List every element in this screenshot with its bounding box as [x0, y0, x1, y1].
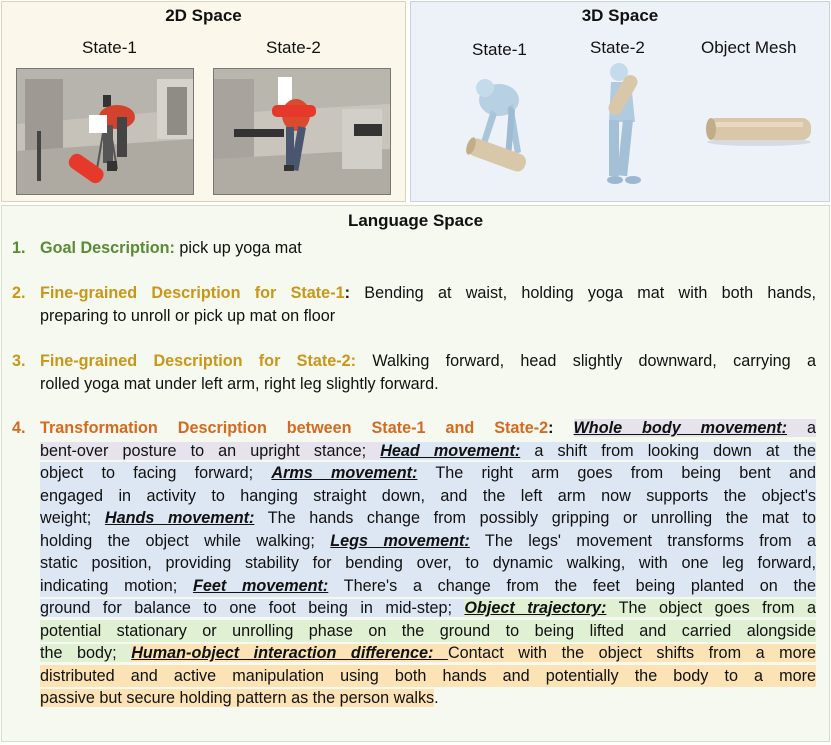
item-transformation [12, 417, 817, 710]
hands-text-2: holding the object while walking; [40, 531, 331, 550]
item-3-line-1: Walking forward, head slightly downward, carrying a [356, 352, 816, 370]
hoi-text-3: passive but secure holding pattern as the person walks [40, 689, 435, 707]
hands-text-1: The hands change from possibly gripping or unrolling the mat to [254, 509, 817, 527]
panel-2d-title: 2D Space [165, 6, 242, 25]
feet-keyword: Feet movement: [192, 576, 329, 595]
item-2-line-2: preparing to unroll or pick up mat on floor [40, 306, 336, 325]
feet-text-2: ground for balance to one foot being in mid-step; [40, 599, 465, 617]
state1-3d-label: State-1 [472, 40, 527, 59]
item-2-line-1: Bending at waist, holding yoga mat with both hands, [349, 284, 816, 302]
whole-body-text-1: a [787, 419, 816, 437]
panel-3d-space [410, 1, 830, 202]
legs-keyword: Legs movement: [330, 531, 470, 550]
whole-body-text-2: bent-over posture to an upright stance; [40, 441, 381, 460]
hoi-end: . [434, 689, 439, 707]
item-2-heading: Fine-grained Description for State-1 [40, 284, 345, 302]
state1-3d-figure [451, 72, 551, 187]
state2-2d-photo [213, 68, 391, 195]
item-4-heading: Transformation Description between State-1 and State-2 [40, 419, 549, 437]
item-3-line-2: rolled yoga mat under left arm, right leg slightly forward. [40, 374, 439, 393]
hands-keyword: Hands movement: [104, 509, 255, 527]
object-text-1: The object goes from a [606, 599, 816, 617]
item-1-number: 1. [12, 239, 26, 257]
legs-text-1: The legs' movement transforms from a [469, 531, 817, 550]
item-goal [12, 237, 816, 260]
hoi-keyword: Human-object interaction difference: [131, 644, 448, 662]
item-state1 [12, 282, 816, 327]
language-title: Language Space [347, 211, 484, 230]
panel-3d-title: 3D Space [581, 6, 659, 25]
mesh-label: Object Mesh [701, 38, 797, 57]
object-text-2: potential stationary or unrolling phase on the ground to being lifted and carried alongside [40, 620, 816, 643]
item-state2 [12, 350, 816, 395]
state2-3d-figure [593, 62, 663, 192]
state1-2d-label: State-1 [82, 38, 137, 57]
legs-text-3: indicating motion; [40, 576, 193, 595]
arms-text-3: weight; [40, 509, 105, 527]
feet-text-1: There's a change from the feet being planted on the [328, 576, 816, 595]
arms-text-2: engaged in activity to hanging straight down, and the left arm now supports the object's [40, 485, 816, 508]
panel-2d-space [1, 1, 406, 202]
state2-3d-label: State-2 [590, 38, 645, 57]
head-text-2: object to facing forward; [40, 464, 272, 482]
head-keyword: Head movement: [380, 441, 521, 460]
item-3-number: 3. [12, 352, 26, 370]
item-4-number: 4. [12, 419, 26, 437]
object-mesh-figure [703, 110, 815, 150]
item-3-heading: Fine-grained Description for State-2: [40, 352, 357, 370]
hoi-text-1: Contact with the object shifts from a more [447, 644, 817, 662]
state1-2d-photo [16, 68, 194, 195]
item-4-colon: : [548, 419, 554, 437]
item-1-text: pick up yoga mat [174, 239, 302, 257]
legs-text-2: static position, providing stability for bending over, to dynamic walking, with one leg forward, [40, 552, 816, 575]
head-text-1: a shift from looking down at the [520, 441, 817, 460]
state2-2d-label: State-2 [266, 38, 321, 57]
whole-body-keyword: Whole body movement: [573, 419, 788, 437]
panel-language-space [1, 205, 830, 742]
object-trajectory-keyword: Object trajectory: [464, 599, 607, 617]
arms-keyword: Arms movement: [271, 464, 418, 482]
item-2-number: 2. [12, 284, 26, 302]
object-text-3: the body; [40, 644, 132, 662]
hoi-text-2: distributed and active manipulation using both hands and potentially the body to a more [40, 665, 816, 688]
arms-text-1: The right arm goes from being bent and [417, 464, 816, 482]
item-1-heading: Goal Description: [40, 239, 175, 257]
item-2-colon: : [344, 284, 350, 302]
